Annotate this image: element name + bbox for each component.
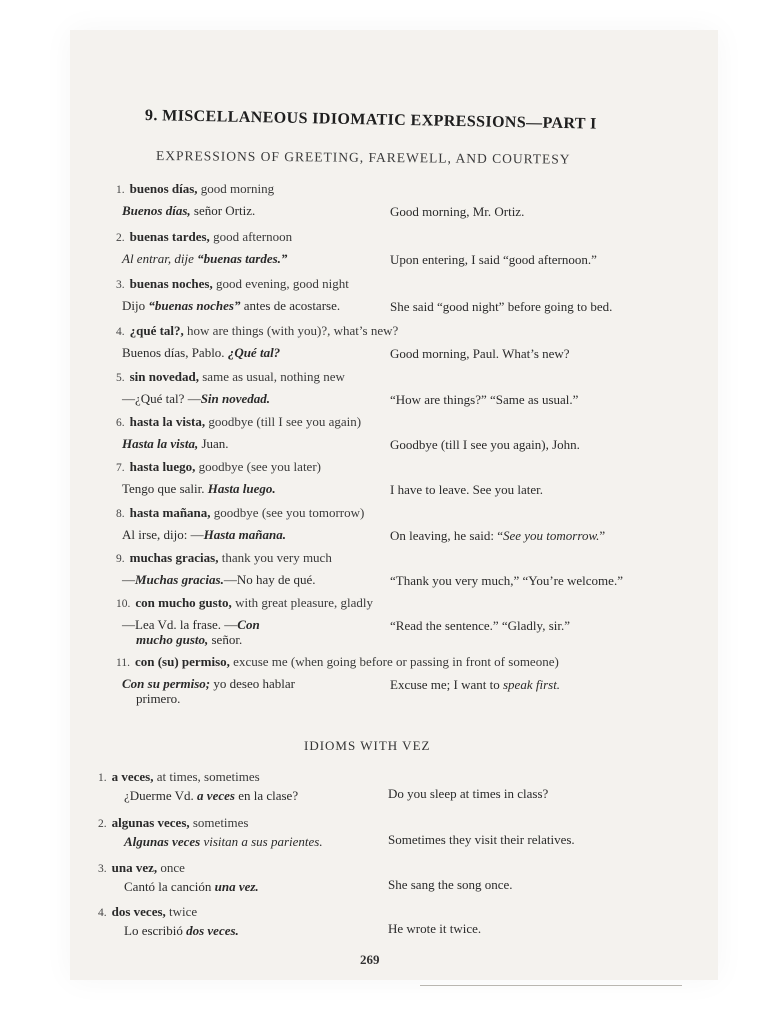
english-translation [390, 618, 570, 633]
entry-definition [116, 505, 364, 522]
entry-term: sin novedad, [129, 369, 199, 384]
section-subtitle: EXPRESSIONS OF GREETING, FAREWELL, AND COURTESY [155, 148, 571, 167]
english-translation [390, 252, 597, 267]
example-segment: Hasta luego. [207, 481, 276, 496]
entry-gloss: thank you very much [218, 550, 332, 565]
entry-term: muchas gracias, [129, 550, 219, 565]
example-segment: Al entrar, dije [122, 251, 198, 266]
spanish-example [122, 527, 286, 542]
entry-term: buenos días, [129, 181, 198, 196]
example-segment: Dijo [122, 298, 149, 313]
translation-segment: “How are things?” “Same as usual.” [390, 392, 579, 407]
entry-gloss: good morning [197, 181, 275, 196]
example-segment: señor Ortiz. [190, 203, 256, 218]
example-segment: Con [237, 617, 260, 632]
spanish-example [122, 203, 255, 218]
entry-number: 7. [116, 462, 125, 474]
translation-segment: Do you sleep at times in class? [388, 786, 549, 801]
entry-definition [98, 769, 260, 786]
translation-segment: She said “good night” before going to bed. [390, 299, 613, 314]
example-segment: Cantó la canción [124, 879, 215, 894]
example-segment: Tengo que salir. [122, 481, 208, 496]
translation-segment: See you tomorrow. [503, 528, 600, 543]
spanish-example [124, 788, 298, 803]
english-translation [388, 877, 513, 892]
entry-number: 9. [116, 553, 125, 565]
entry-term: buenas tardes, [129, 229, 210, 244]
example-segment: “buenas tardes.” [197, 251, 288, 266]
entry-definition [116, 595, 373, 612]
example-segment: antes de acostarse. [240, 298, 341, 313]
english-translation [388, 786, 548, 801]
entry-definition [116, 229, 292, 246]
entry-gloss: at times, sometimes [153, 769, 260, 784]
entry-definition [116, 654, 559, 671]
example-segment: Con su permiso; [122, 676, 211, 691]
example-segment: “buenas noches” [148, 298, 241, 313]
entry-gloss: goodbye (see you later) [195, 459, 321, 474]
entry-term: con mucho gusto, [135, 595, 232, 610]
entry-gloss: sometimes [189, 815, 249, 830]
chapter-title: 9. MISCELLANEOUS IDIOMATIC EXPRESSIONS—PART I [144, 107, 597, 133]
example-segment: primero. [136, 691, 181, 706]
entry-definition [98, 860, 185, 877]
entry-definition [98, 815, 248, 832]
example-segment: — [122, 572, 135, 587]
english-translation [388, 921, 481, 936]
entry-definition [98, 904, 197, 921]
entry-gloss: good afternoon [209, 229, 293, 244]
entry-gloss: with great pleasure, gladly [231, 595, 373, 610]
entry-number: 8. [116, 508, 125, 520]
example-segment: visitan a sus parientes. [200, 834, 323, 849]
page-edge-shadow [420, 985, 682, 986]
entry-gloss: once [157, 860, 185, 875]
example-segment: Hasta mañana. [203, 527, 286, 542]
translation-segment: He wrote it twice. [388, 921, 482, 936]
entry-number: 1. [116, 184, 125, 196]
translation-segment: Good morning, Paul. What’s new? [390, 346, 570, 361]
entry-definition [116, 550, 332, 567]
example-segment: a veces [197, 788, 235, 803]
example-segment: mucho gusto, [136, 632, 209, 647]
spanish-example [122, 676, 295, 691]
spanish-example-continued [136, 632, 242, 647]
entry-number: 3. [98, 863, 107, 875]
entry-term: ¿qué tal?, [129, 323, 184, 338]
translation-segment: Good morning, Mr. Ortiz. [390, 204, 525, 219]
spanish-example [122, 572, 316, 587]
english-translation [390, 392, 578, 407]
translation-segment: Goodbye (till I see you again), John. [390, 437, 580, 452]
english-translation [390, 573, 623, 588]
entry-term: a veces, [111, 769, 154, 784]
spanish-example [122, 251, 287, 266]
entry-term: con (su) permiso, [134, 654, 230, 669]
entry-number: 5. [116, 372, 125, 384]
entry-number: 11. [116, 657, 130, 669]
entry-gloss: excuse me (when going before or passing in front of someone) [229, 654, 559, 669]
example-segment: Juan. [198, 436, 229, 451]
entry-term: hasta luego, [129, 459, 196, 474]
example-segment: Buenos días, Pablo. [122, 345, 228, 360]
entry-definition [116, 459, 321, 476]
example-segment: ¿Duerme Vd. [124, 788, 198, 803]
spanish-example [122, 298, 340, 313]
example-segment: señor. [208, 632, 243, 647]
entry-definition [116, 181, 274, 198]
example-segment: Muchas gracias. [135, 572, 224, 587]
translation-segment: Upon entering, I said “good afternoon.” [390, 252, 597, 267]
example-segment: Lo escribió [124, 923, 187, 938]
translation-segment: Sometimes they visit their relatives. [388, 832, 575, 847]
spanish-example [122, 436, 229, 451]
example-segment: una vez. [214, 879, 259, 894]
entry-term: hasta la vista, [129, 414, 206, 429]
translation-segment: Excuse me; I want to [390, 677, 503, 692]
entry-definition [116, 323, 398, 340]
translation-segment: “Read the sentence.” “Gladly, sir.” [390, 618, 570, 633]
entry-gloss: goodbye (see you tomorrow) [210, 505, 365, 520]
entry-term: una vez, [111, 860, 158, 875]
entry-number: 2. [116, 232, 125, 244]
entry-gloss: goodbye (till I see you again) [205, 414, 362, 429]
entry-number: 4. [116, 326, 125, 338]
example-segment: dos veces. [186, 923, 239, 938]
translation-segment: She sang the song once. [388, 877, 513, 892]
english-translation [390, 299, 612, 314]
entry-number: 10. [116, 598, 131, 610]
entry-term: dos veces, [111, 904, 166, 919]
example-segment: yo deseo hablar [210, 676, 295, 691]
spanish-example [124, 879, 259, 894]
page-number: 269 [360, 952, 380, 967]
entry-number: 2. [98, 818, 107, 830]
entry-gloss: good evening, good night [212, 276, 349, 291]
translation-segment: On leaving, he said: “ [390, 528, 503, 543]
spanish-example [122, 391, 270, 406]
english-translation [390, 346, 570, 361]
entry-gloss: twice [165, 904, 198, 919]
example-segment: ¿Qué tal? [227, 345, 281, 360]
entry-term: buenas noches, [129, 276, 213, 291]
example-segment: —No hay de qué. [223, 572, 316, 587]
example-segment: —Lea Vd. la frase. — [122, 617, 238, 632]
english-translation [388, 832, 575, 847]
english-translation [390, 482, 543, 497]
entry-definition [116, 369, 345, 386]
entry-term: hasta mañana, [129, 505, 211, 520]
entry-definition [116, 276, 349, 293]
spanish-example [124, 834, 323, 849]
example-segment: Buenos días, [122, 203, 191, 218]
spanish-example [124, 923, 239, 938]
example-segment: Sin novedad. [200, 391, 271, 406]
idioms-heading: IDIOMS WITH VEZ [304, 738, 431, 753]
entry-gloss: how are things (with you)?, what’s new? [183, 323, 399, 338]
example-segment: en la clase? [234, 788, 299, 803]
spanish-example-continued [136, 691, 180, 706]
spanish-example [122, 481, 276, 496]
translation-segment: speak first. [503, 677, 561, 692]
translation-segment: I have to leave. See you later. [390, 482, 544, 497]
english-translation [390, 677, 560, 692]
entry-number: 3. [116, 279, 125, 291]
example-segment: Hasta la vista, [122, 436, 199, 451]
translation-segment: ” [599, 528, 606, 543]
entry-definition [116, 414, 361, 431]
spanish-example [122, 617, 260, 632]
entry-number: 4. [98, 907, 107, 919]
example-segment: Al irse, dijo: — [122, 527, 204, 542]
example-segment: —¿Qué tal? — [122, 391, 201, 406]
entry-number: 6. [116, 417, 125, 429]
translation-segment: “Thank you very much,” “You’re welcome.” [390, 573, 623, 588]
english-translation [390, 437, 580, 452]
example-segment: Algunas veces [124, 834, 201, 849]
entry-number: 1. [98, 772, 107, 784]
entry-term: algunas veces, [111, 815, 190, 830]
english-translation [390, 528, 605, 543]
english-translation [390, 204, 524, 219]
spanish-example [122, 345, 280, 360]
entry-gloss: same as usual, nothing new [199, 369, 345, 384]
